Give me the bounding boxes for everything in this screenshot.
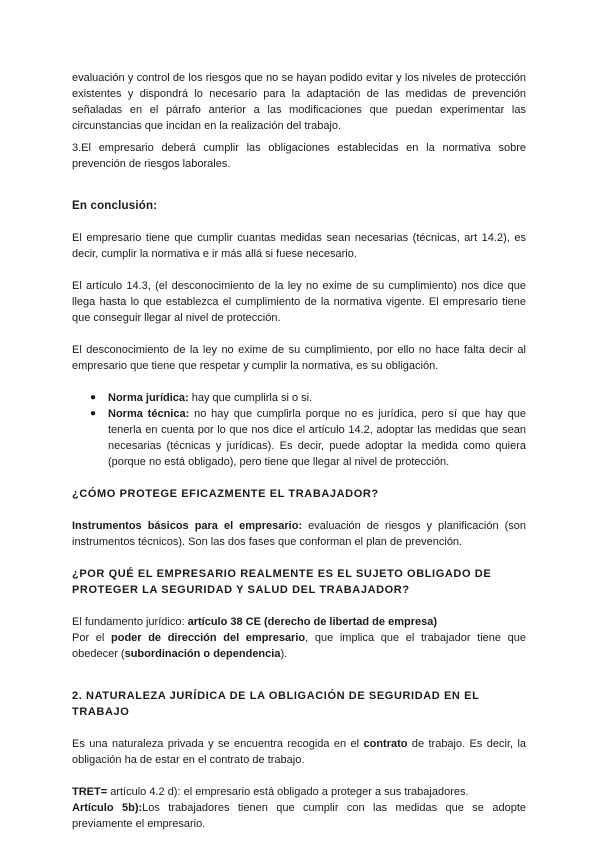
bold-instrumentos: Instrumentos básicos para el empresario: — [72, 520, 303, 532]
paragraph-articulo-14-3: El artículo 14.3, (el desconocimiento de la ley no exime de su cumplimiento) nos dice que llega hasta lo que establezca el cumplimiento de la normativa vigente. El empresario tiene que conseguir llegar al nivel de protección. — [72, 280, 526, 324]
paragraph-evaluacion: evaluación y control de los riesgos que no se hayan podido evitar y los niveles de protección existentes y dispondrá lo necesario para la adaptación de las medidas de prevención señaladas en el párrafo anterior a las modificaciones que puedan experimentar las circunstancias que incidan en la realización del trabajo. — [72, 72, 526, 132]
bullet-text: hay que cumplirla si o si. — [188, 392, 313, 404]
text-obligacion: de trabajo. Es decir, la obligación ha de estar en el contrato de trabajo. — [72, 738, 527, 766]
bullet-label: Norma jurídica: — [108, 392, 189, 404]
paragraph-tret — [72, 784, 526, 800]
paragraph-fundamento — [72, 614, 526, 630]
heading-conclusion: En conclusión: — [72, 200, 158, 212]
text-close: ). — [280, 648, 288, 660]
paragraph-instrumentos — [72, 518, 526, 550]
bullet-icon: ● — [90, 392, 97, 403]
paragraph-articulo-5b — [72, 800, 526, 832]
paragraph-poder-direccion — [72, 630, 526, 662]
document-page — [72, 70, 526, 832]
text-articulo-5b: Los trabajadores tienen que cumplir con las medidas que se adopte previamente el empresario. — [72, 802, 526, 830]
heading-como-protege: ¿CÓMO PROTEGE EFICAZMENTE EL TRABAJADOR? — [72, 488, 379, 500]
bullet-text: no hay que cumplirla porque no es jurídica, pero sí que hay que tenerla en cuenta por lo que nos dice el artículo 14.2, adoptar las medidas que sean necesarias (técnicas y jurídicas). Es decir, puede adoptar la medida como quiera (porque no está obligado), pero tiene que llegar al nivel de protección. — [108, 408, 526, 468]
bold-articulo-5b: Artículo 5b): — [72, 802, 143, 814]
bold-tret: TRET= — [72, 786, 108, 798]
heading-naturaleza: 2. NATURALEZA JURÍDICA DE LA OBLIGACIÓN DE SEGURIDAD EN EL TRABAJO — [72, 690, 480, 718]
paragraph-cumplir-medidas: El empresario tiene que cumplir cuantas medidas sean necesarias (técnicas, art 14.2), es decir, cumplir la normativa e ir más allá si fuese necesario. — [72, 232, 526, 260]
paragraph-naturaleza-privada — [72, 736, 526, 768]
text-tret: artículo 4.2 d): el empresario está obligado a proteger a sus trabajadores. — [107, 786, 469, 798]
paragraph-obligaciones: 3.El empresario deberá cumplir las obligaciones establecidas en la normativa sobre prevención de riesgos laborales. — [72, 142, 526, 170]
list-item — [90, 406, 526, 470]
bold-articulo-38: artículo 38 CE (derecho de libertad de empresa) — [187, 616, 437, 628]
bullet-label: Norma técnica: — [108, 408, 190, 420]
paragraph-desconocimiento: El desconocimiento de la ley no exime de su cumplimiento, por ello no hace falta decir al empresario que tiene que respetar y cumplir la normativa, es su obligación. — [72, 344, 526, 372]
bold-subordinacion: subordinación o dependencia — [124, 648, 281, 660]
bullet-icon: ● — [90, 408, 97, 419]
text-por-el: Por el — [72, 632, 111, 644]
list-item — [90, 390, 526, 406]
heading-por-que: ¿POR QUÉ EL EMPRESARIO REALMENTE ES EL SUJETO OBLIGADO DE PROTEGER LA SEGURIDAD Y SALUD DEL TRABAJADOR? — [72, 568, 492, 596]
bullet-list — [72, 390, 526, 470]
bold-contrato: contrato — [363, 738, 408, 750]
text-naturaleza: Es una naturaleza privada y se encuentra recogida en el — [72, 738, 364, 750]
bold-poder: poder de dirección del empresario — [111, 632, 306, 644]
text-fundamento: El fundamento jurídico: — [72, 616, 188, 628]
text-instrumentos: evaluación de riesgos y planificación (son instrumentos técnicos). Son las dos fases que conforman el plan de prevención. — [72, 520, 526, 548]
text-implica: , que implica que el trabajador tiene que obedecer ( — [72, 632, 526, 660]
